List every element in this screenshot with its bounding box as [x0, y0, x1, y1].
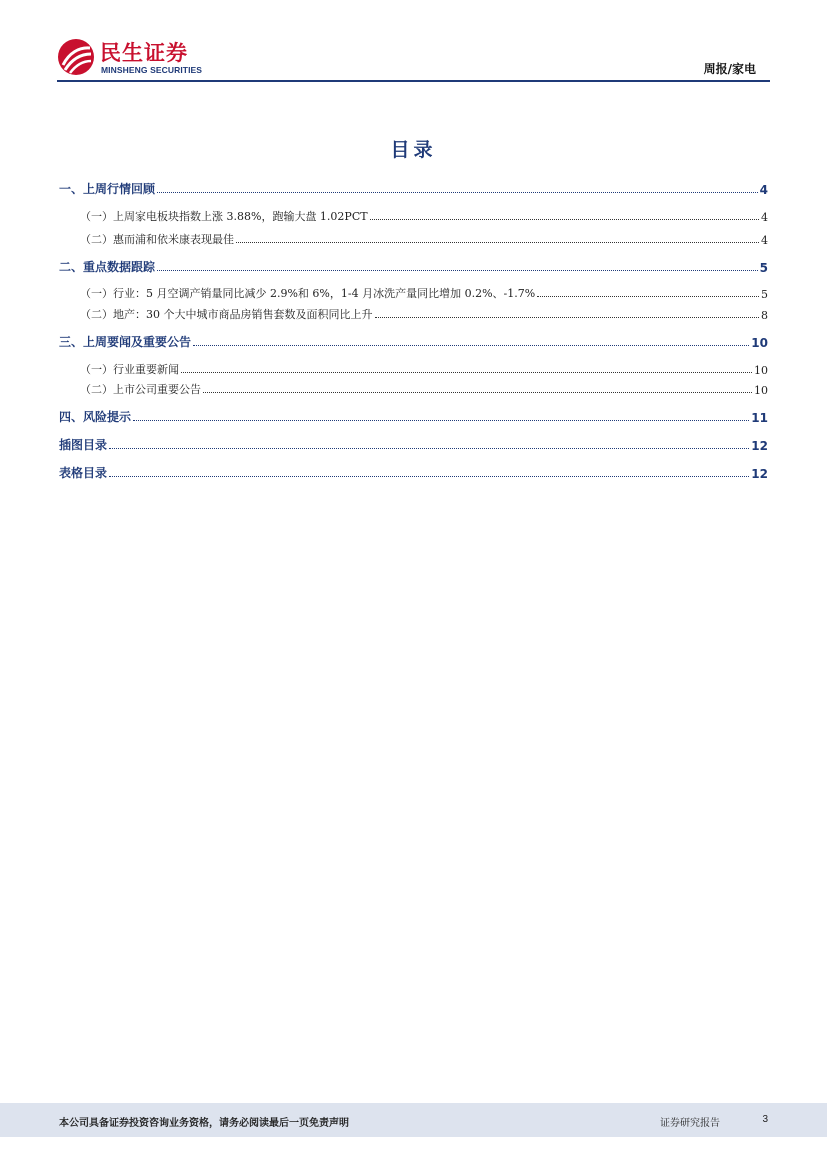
- toc-entry[interactable]: [59, 377, 768, 397]
- toc-entry-page: 5: [761, 288, 768, 301]
- logo-english-name: MINSHENG SECURITIES: [101, 65, 203, 75]
- toc-leader-dots: [157, 192, 758, 193]
- toc-entry-page: 12: [751, 467, 768, 481]
- header-divider: [57, 80, 770, 82]
- toc-entry[interactable]: [59, 227, 768, 247]
- toc-entry-text: 一、上周行情回顾: [59, 182, 156, 196]
- page-header: [57, 36, 770, 82]
- toc-leader-dots: [370, 219, 759, 220]
- toc-entry-text: （二）上市公司重要公告: [80, 383, 201, 396]
- toc-entry[interactable]: [59, 281, 768, 301]
- toc-leader-dots: [375, 317, 760, 318]
- toc-entry-page: 12: [751, 439, 768, 453]
- toc-entry[interactable]: [59, 357, 768, 377]
- minsheng-logo-icon: [57, 38, 95, 76]
- toc-entry[interactable]: [59, 302, 768, 322]
- toc-entry-text: （一）行业重要新闻: [80, 363, 179, 376]
- toc-title: 目录: [390, 139, 437, 161]
- toc-entry-page: 8: [761, 309, 768, 322]
- toc-entry-page: 11: [751, 411, 768, 425]
- toc-leader-dots: [157, 270, 758, 271]
- toc-entry-page: 10: [754, 384, 768, 397]
- footer-disclaimer: 本公司具备证券投资咨询业务资格，请务必阅读最后一页免责声明: [59, 1118, 349, 1129]
- toc-entry[interactable]: [59, 433, 768, 453]
- toc-leader-dots: [109, 448, 749, 449]
- page-footer: [0, 1103, 827, 1137]
- report-type: 周报/家电: [703, 62, 756, 76]
- toc-leader-dots: [203, 392, 752, 393]
- toc-leader-dots: [193, 345, 749, 346]
- toc-entry-text: （二）地产：30 个大中城市商品房销售套数及面积同比上升: [80, 308, 373, 321]
- toc-leader-dots: [109, 476, 749, 477]
- toc-entry-text: 三、上周要闻及重要公告: [59, 335, 192, 349]
- toc-entry-text: 表格目录: [59, 466, 108, 480]
- toc-leader-dots: [537, 296, 759, 297]
- toc-entry-text: 二、重点数据跟踪: [59, 260, 156, 274]
- toc-entry[interactable]: [59, 255, 768, 275]
- logo-chinese-name: 民生证券: [100, 41, 188, 65]
- toc-entry[interactable]: [59, 405, 768, 425]
- toc-entry-page: 10: [751, 336, 768, 350]
- toc-entry[interactable]: [59, 177, 768, 197]
- toc-entry-page: 10: [754, 364, 768, 377]
- toc-leader-dots: [236, 242, 759, 243]
- toc-leader-dots: [133, 420, 749, 421]
- footer-doc-type: 证券研究报告: [660, 1118, 720, 1129]
- toc-entry-text: （一）上周家电板块指数上涨 3.88%，跑输大盘 1.02PCT: [80, 210, 368, 223]
- toc-entry-page: 4: [759, 183, 768, 197]
- toc-entry-text: （二）惠而浦和依米康表现最佳: [80, 233, 234, 246]
- toc-entry-text: 插图目录: [59, 438, 108, 452]
- toc-entry-page: 4: [761, 211, 768, 224]
- toc-entry-text: （一）行业：5 月空调产销量同比减少 2.9%和 6%，1-4 月冰洗产量同比增加 0.2%、-1.7%: [80, 287, 536, 300]
- toc-entry-page: 5: [759, 261, 768, 275]
- toc-entry[interactable]: [59, 461, 768, 481]
- minsheng-logo: [57, 36, 207, 78]
- toc-entry-page: 4: [761, 234, 768, 247]
- toc-entry-text: 四、风险提示: [59, 410, 132, 424]
- toc-leader-dots: [181, 372, 752, 373]
- page-number: 3: [762, 1114, 768, 1125]
- toc-entry[interactable]: [59, 330, 768, 350]
- toc-entry[interactable]: [59, 204, 768, 224]
